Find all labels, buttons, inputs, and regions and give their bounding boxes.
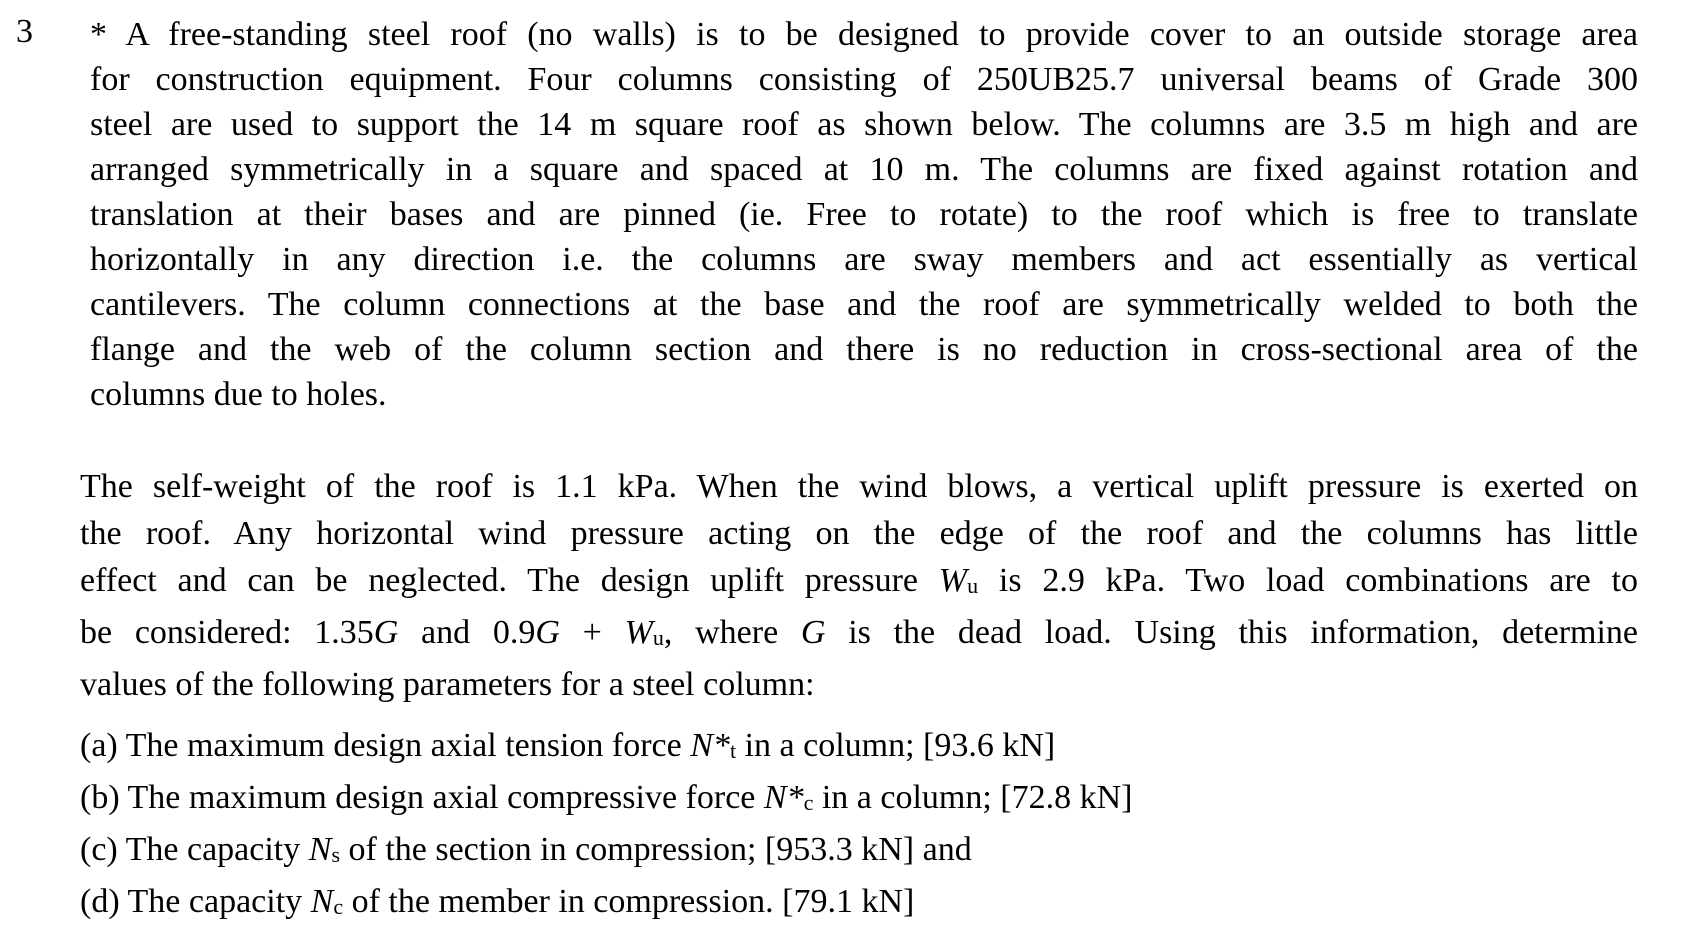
item-prefix: (b) The maximum design axial compressive force	[80, 779, 764, 816]
item-symbol: N*	[690, 727, 730, 764]
question-part-c	[80, 826, 1380, 878]
item-symbol: N*	[763, 779, 804, 816]
item-suffix: in a column; [72.8 kN]	[813, 779, 1133, 816]
text-line: for construction equipment. Four columns consisting of 250UB25.7 universal beams of Grade 300	[90, 61, 1638, 98]
subscript: c	[803, 790, 814, 815]
problem-description	[90, 12, 1638, 417]
text-line	[80, 609, 1638, 661]
subscript: u	[967, 573, 979, 598]
item-suffix: of the section in compression; [953.3 kN] and	[340, 831, 972, 868]
text-line: The self-weight of the roof is 1.1 kPa. When the wind blows, a vertical uplift pressure is exerted on	[80, 468, 1638, 505]
question-part-b	[80, 774, 1380, 826]
text-line: cantilevers. The column connections at the base and the roof are symmetrically welded to both the	[90, 286, 1638, 323]
item-suffix: in a column; [93.6 kN]	[736, 727, 1056, 764]
question-number: 3	[16, 13, 33, 50]
text-run: is the dead load. Using this information, determine	[825, 614, 1639, 651]
text-run: is 2.9 kPa. Two load combinations are to	[978, 562, 1638, 599]
text-line: steel are used to support the 14 m square roof as shown below. The columns are 3.5 m high and are	[90, 106, 1638, 143]
question-part-d	[80, 878, 1380, 930]
text-line: the roof. Any horizontal wind pressure acting on the edge of the roof and the columns has little	[80, 515, 1638, 552]
subscript: u	[652, 625, 664, 650]
symbol-G: G	[800, 614, 826, 651]
symbol-W: W	[938, 562, 968, 599]
symbol-G: G	[373, 614, 399, 651]
text-run: and 0.9	[398, 614, 536, 651]
text-line: horizontally in any direction i.e. the columns are sway members and act essentially as vertical	[90, 241, 1638, 278]
question-parts-list	[80, 722, 1380, 930]
loading-description	[80, 463, 1638, 708]
item-suffix: of the member in compression. [79.1 kN]	[343, 883, 915, 920]
item-prefix: (d) The capacity	[80, 883, 311, 920]
text-line: flange and the web of the column section and there is no reduction in cross-sectional area of the	[90, 331, 1638, 368]
item-symbol: N	[308, 831, 332, 868]
subscript: c	[333, 894, 344, 919]
text-line: * A free-standing steel roof (no walls) is to be designed to provide cover to an outside storage area	[90, 16, 1638, 53]
subscript: t	[729, 738, 737, 763]
item-prefix: (a) The maximum design axial tension force	[80, 727, 691, 764]
text-run: effect and can be neglected. The design uplift pressure	[80, 562, 939, 599]
text-line	[80, 557, 1638, 609]
item-prefix: (c) The capacity	[80, 831, 309, 868]
item-symbol: N	[310, 883, 334, 920]
symbol-G: G	[535, 614, 560, 651]
text-line: columns due to holes.	[90, 376, 387, 413]
text-run: , where	[663, 614, 801, 651]
question-part-a	[80, 722, 1380, 774]
symbol-W: W	[624, 614, 653, 651]
text-run: +	[559, 614, 625, 651]
text-line: arranged symmetrically in a square and spaced at 10 m. The columns are fixed against rotation and	[90, 151, 1638, 188]
text-run: be considered: 1.35	[80, 614, 374, 651]
text-line: values of the following parameters for a steel column:	[80, 666, 815, 703]
subscript: s	[331, 842, 340, 867]
text-line: translation at their bases and are pinned (ie. Free to rotate) to the roof which is free to translate	[90, 196, 1638, 233]
